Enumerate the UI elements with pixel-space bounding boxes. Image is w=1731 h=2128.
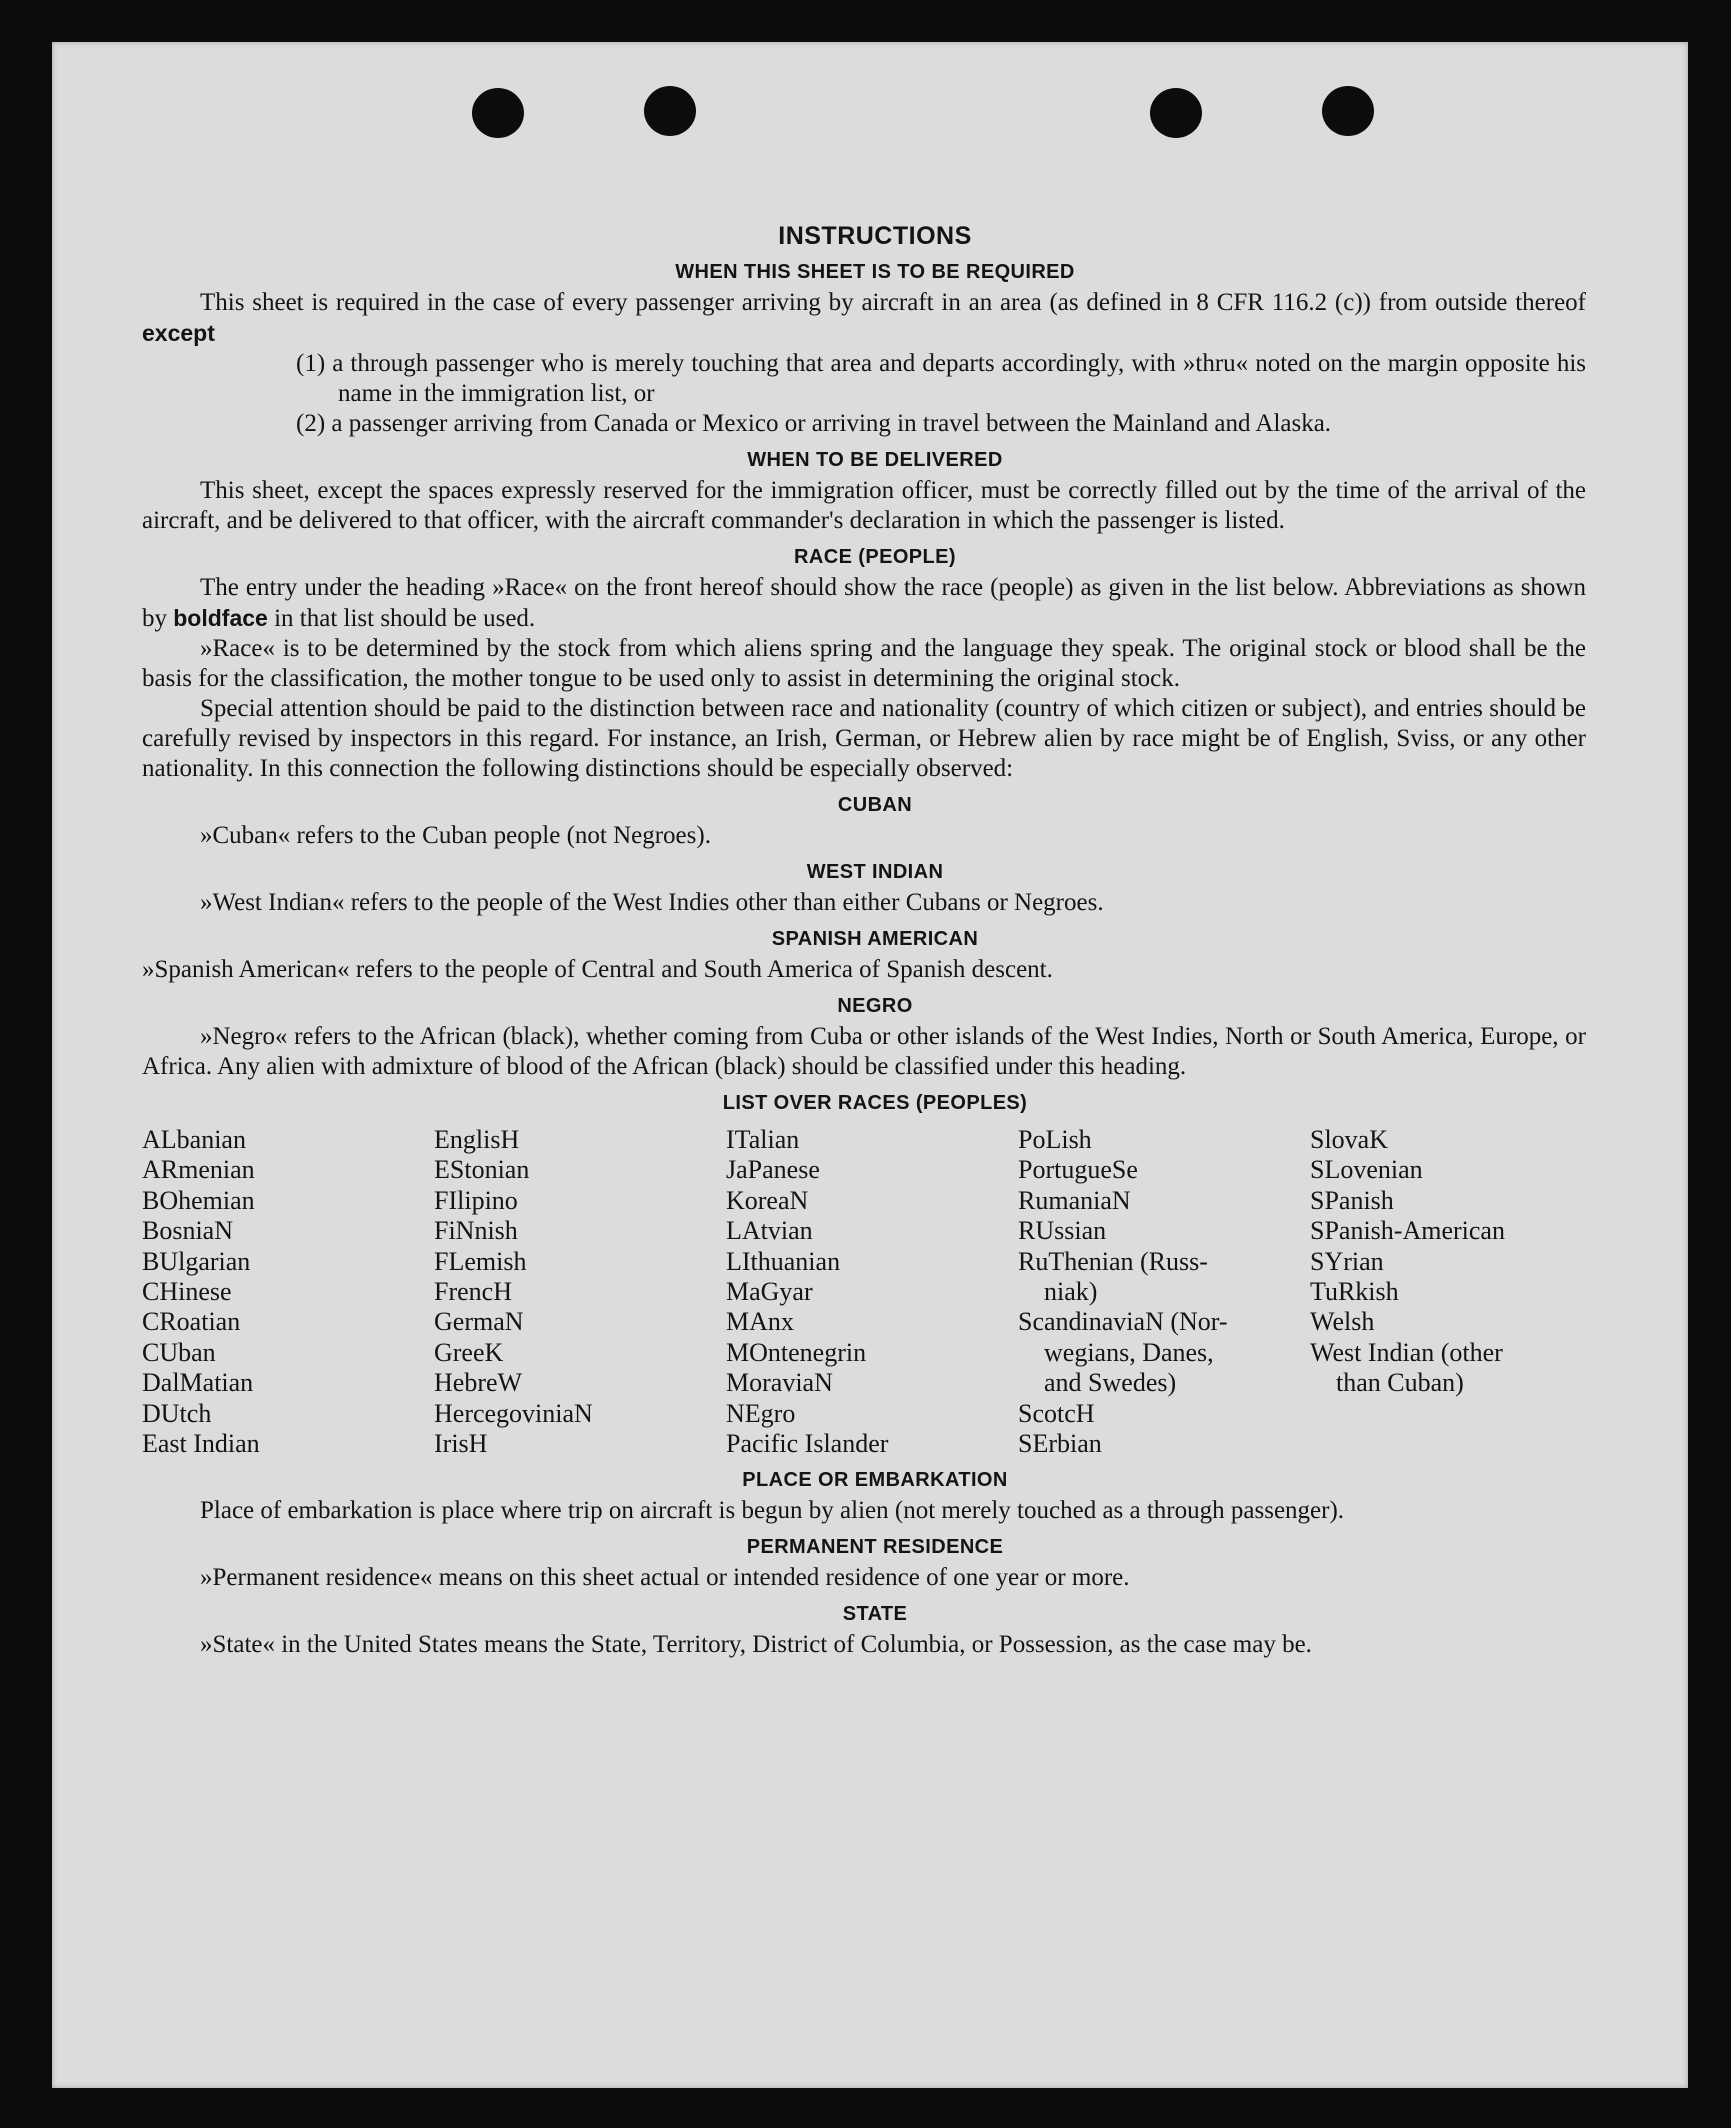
race-entry: SPanish-American [1310, 1216, 1505, 1246]
race-column-4 [1018, 1125, 1310, 1459]
spanish-american-text: »Spanish American« refers to the people of Central and South America of Spanish descent. [142, 956, 1053, 983]
required-intro [142, 288, 1586, 349]
race-paragraph-2: »Race« is to be determined by the stock from which aliens spring and the language they speak. The original stock or blood shall be the basis for the classification, the mother tongue to be used only to assist in determining the original stock. [142, 635, 1586, 692]
race-column-2 [434, 1125, 726, 1459]
race-entry: BUlgarian [142, 1246, 251, 1276]
race-entry: JaPanese [726, 1155, 820, 1185]
race-entry: FiNnish [434, 1216, 518, 1246]
race-p1-text-end: in that list should be used. [267, 605, 536, 632]
race-entry-continued: wegians, Danes, [1044, 1337, 1214, 1367]
race-paragraph-1 [142, 573, 1586, 634]
negro-text: »Negro« refers to the African (black), whether coming from Cuba or other islands of the West Indies, North or South America, Europe, or Africa. Any alien with admixture of blood of the African (black) should be classified under this heading. [142, 1023, 1586, 1080]
heading-cuban: CUBAN [837, 794, 913, 816]
heading-race-list: LIST OVER RACES (PEOPLES) [722, 1092, 1028, 1114]
instructions-body [142, 222, 1586, 1660]
required-intro-bold: except [142, 320, 215, 346]
document-page [52, 42, 1688, 2088]
embarkation-text: Place of embarkation is place where trip on aircraft is begun by alien (not merely touched as a through passenger). [200, 1497, 1345, 1525]
race-entry: CRoatian [142, 1307, 241, 1337]
race-paragraph-3: Special attention should be paid to the distinction between race and nationality (country of which citizen or subject), and entries should be carefully revised by inspectors in this regard. For instance, an Irish, German, or Hebrew alien by race might be of English, Sviss, or any other nationality. In this connection the following distinctions should be especially observed: [142, 695, 1586, 782]
heading-negro: NEGRO [837, 995, 913, 1017]
cuban-text: »Cuban« refers to the Cuban people (not Negroes). [200, 822, 711, 849]
race-entry-continued: than Cuban) [1336, 1368, 1464, 1398]
race-entry: DalMatian [142, 1368, 254, 1398]
race-entry: ScotcH [1018, 1398, 1095, 1428]
delivered-text: This sheet, except the spaces expressly reserved for the immigration officer, must be correctly filled out by the time of the arrival of the aircraft, and be delivered to that officer, with the aircraft commander's declaration in which the passenger is listed. [142, 477, 1586, 534]
race-entry: FIlipino [434, 1185, 518, 1215]
race-entry: SErbian [1018, 1429, 1102, 1459]
race-entry: FrencH [434, 1277, 512, 1307]
race-p1-text: The entry under the heading »Race« on the front hereof should show the race (people) as given in the list below. Abbreviations as shown by [142, 574, 1586, 632]
state-text: »State« in the United States means the State, Territory, District of Columbia, or Possession, as the case may be. [200, 1631, 1312, 1659]
race-column-1 [142, 1125, 434, 1459]
page-title: INSTRUCTIONS [778, 222, 972, 250]
race-entry: ALbanian [142, 1125, 246, 1154]
race-entry: BOhemian [142, 1185, 255, 1215]
heading-delivered: WHEN TO BE DELIVERED [747, 449, 1003, 471]
race-entry: MoraviaN [726, 1368, 833, 1398]
race-entry: RuThenian (Russ- [1018, 1246, 1208, 1276]
race-entry: SPanish [1310, 1185, 1394, 1215]
heading-race: RACE (PEOPLE) [794, 546, 956, 568]
race-entry-continued: and Swedes) [1044, 1368, 1177, 1398]
race-entry: NEgro [726, 1398, 796, 1428]
punch-hole [1150, 88, 1202, 138]
race-column-3 [726, 1125, 1018, 1459]
race-entry: HercegoviniaN [434, 1398, 593, 1428]
punch-hole [644, 86, 696, 136]
race-entry: PortugueSe [1018, 1155, 1138, 1185]
heading-spanish-american: SPANISH AMERICAN [771, 928, 979, 950]
race-entry: HebreW [434, 1368, 523, 1398]
required-intro-text: This sheet is required in the case of every passenger arriving by aircraft in an area (as defined in 8 CFR 116.2 (c)) from outside thereof [200, 289, 1586, 316]
heading-state: STATE [842, 1603, 908, 1626]
heading-residence: PERMANENT RESIDENCE [746, 1536, 1004, 1559]
race-entry-continued: niak) [1044, 1277, 1098, 1307]
race-entry: CUban [142, 1337, 216, 1367]
race-entry: GreeK [434, 1337, 504, 1367]
race-entry: Pacific Islander [726, 1429, 889, 1459]
race-p1-bold: boldface [173, 605, 268, 631]
race-column-5 [1310, 1125, 1586, 1459]
race-entry: FLemish [434, 1246, 527, 1276]
race-entry: CHinese [142, 1277, 232, 1307]
race-entry: BosniaN [142, 1216, 233, 1246]
race-entry: RumaniaN [1018, 1185, 1131, 1215]
punch-hole [1322, 86, 1374, 136]
race-entry: GermaN [434, 1307, 524, 1337]
residence-text: »Permanent residence« means on this sheet actual or intended residence of one year or more. [200, 1564, 1130, 1592]
exception-item-1: (1) a through passenger who is merely touching that area and departs accordingly, with »thru« noted on the margin opposite his name in the immigration list, or [296, 350, 1586, 407]
race-entry: DUtch [142, 1398, 212, 1428]
race-entry: RUssian [1018, 1216, 1107, 1246]
race-entry: MAnx [726, 1307, 794, 1337]
race-entry: SLovenian [1310, 1155, 1423, 1185]
west-indian-text: »West Indian« refers to the people of the West Indies other than either Cubans or Negroes. [200, 889, 1104, 916]
race-entry: MaGyar [726, 1277, 813, 1307]
heading-required: WHEN THIS SHEET IS TO BE REQUIRED [675, 261, 1075, 283]
required-exceptions [142, 349, 1586, 439]
race-entry: KoreaN [726, 1185, 809, 1215]
race-entry: MOntenegrin [726, 1337, 867, 1367]
race-entry: Welsh [1310, 1307, 1375, 1337]
race-entry: East Indian [142, 1429, 260, 1459]
race-list [142, 1125, 1586, 1459]
race-entry: ARmenian [142, 1155, 255, 1185]
race-entry: PoLish [1018, 1125, 1092, 1154]
race-entry: IrisH [434, 1429, 488, 1459]
race-entry: ITalian [726, 1125, 800, 1154]
race-entry: LIthuanian [726, 1246, 841, 1276]
punch-hole [472, 88, 524, 138]
race-entry: SYrian [1310, 1246, 1384, 1276]
heading-embarkation: PLACE OR EMBARKATION [742, 1469, 1008, 1492]
race-entry: ScandinaviaN (Nor- [1018, 1307, 1228, 1337]
race-entry: EnglisH [434, 1125, 520, 1154]
race-entry: West Indian (other [1310, 1337, 1503, 1367]
heading-west-indian: WEST INDIAN [806, 861, 944, 883]
race-entry: SlovaK [1310, 1125, 1388, 1154]
exception-item-2: (2) a passenger arriving from Canada or Mexico or arriving in travel between the Mainland and Alaska. [296, 410, 1332, 437]
race-entry: EStonian [434, 1155, 530, 1185]
race-entry: LAtvian [726, 1216, 813, 1246]
race-entry: TuRkish [1310, 1277, 1399, 1307]
